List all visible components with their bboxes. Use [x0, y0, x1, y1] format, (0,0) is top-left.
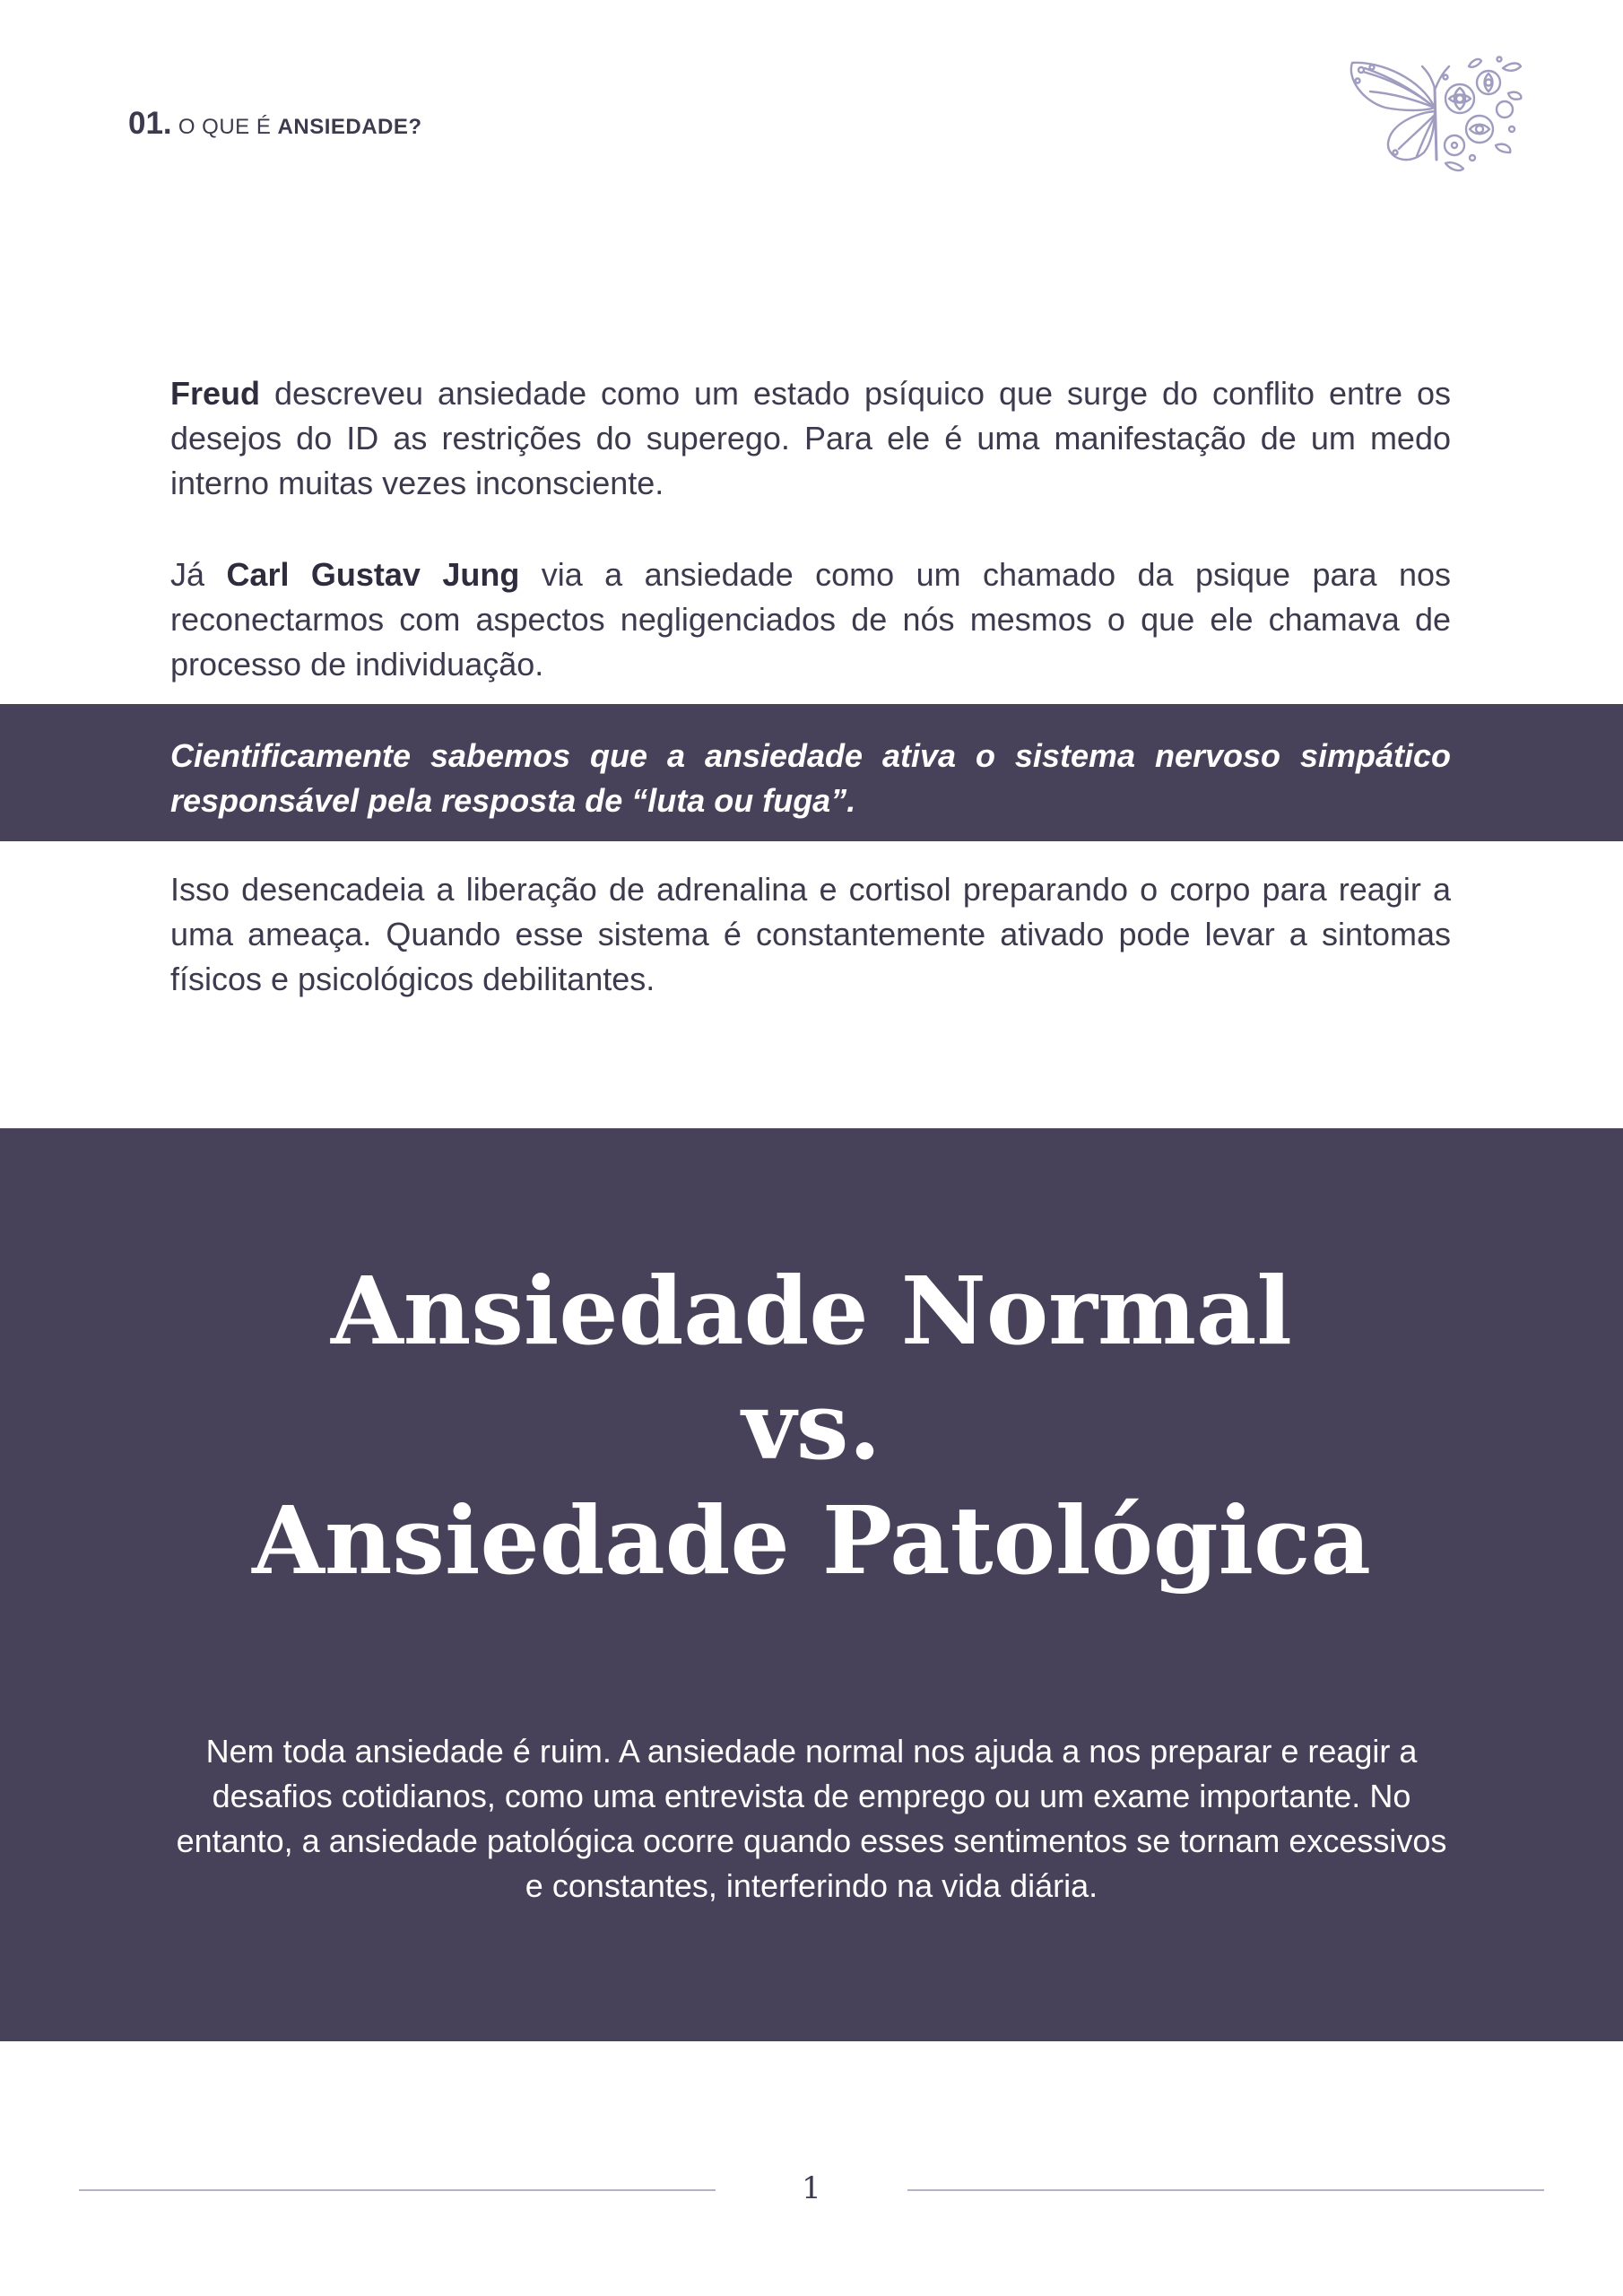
- page-number: 1: [802, 2170, 821, 2206]
- freud-text: descreveu ansiedade como um estado psíquico que surge do conflito entre os desejos do ID as restrições do superego. Para ele é uma manifestação de um medo interno muitas vezes inconsciente.: [170, 375, 1451, 501]
- title-line-vs: vs.: [742, 1370, 881, 1481]
- highlight-quote: Cientificamente sabemos que a ansiedade ativa o sistema nervoso simpático responsável pela resposta de “luta ou fuga”.: [170, 737, 1451, 819]
- title-line-pathological: Ansiedade Patológica: [252, 1485, 1371, 1596]
- freud-paragraph: [170, 371, 1451, 506]
- chapter-header: [128, 106, 422, 142]
- adrenaline-paragraph: Isso desencadeia a liberação de adrenalina e cortisol preparando o corpo para reagir a uma ameaça. Quando esse sistema é constantemente ativado pode levar a sintomas físicos e psicológicos debilitantes.: [170, 871, 1451, 997]
- footer-rule-left: [79, 2189, 716, 2191]
- butterfly-flower-icon: [1345, 52, 1524, 178]
- section-body: Nem toda ansiedade é ruim. A ansiedade normal nos ajuda a nos preparar e reagir a desafios cotidianos, como uma entrevista de emprego ou um exame importante. No entanto, a ansiedade patológica ocorre quando esses sentimentos se tornam excessivos e constantes, interferindo na vida diária.: [176, 1733, 1447, 1904]
- footer-rule-right: [907, 2189, 1544, 2191]
- section-title: [0, 1254, 1623, 1598]
- chapter-prefix: O QUE É: [178, 115, 272, 139]
- chapter-topic: ANSIEDADE?: [277, 115, 422, 139]
- jung-name: Carl Gustav Jung: [226, 556, 520, 593]
- jung-prefix: Já: [170, 556, 227, 593]
- jung-text: via a ansiedade como um chamado da psique para nos reconectarmos com aspectos negligenciados de nós mesmos o que ele chamava de processo de individuação.: [170, 556, 1451, 683]
- title-line-normal: Ansiedade Normal: [331, 1256, 1292, 1366]
- freud-name: Freud: [170, 375, 261, 412]
- chapter-number: 01.: [128, 106, 172, 141]
- jung-paragraph: [170, 552, 1451, 687]
